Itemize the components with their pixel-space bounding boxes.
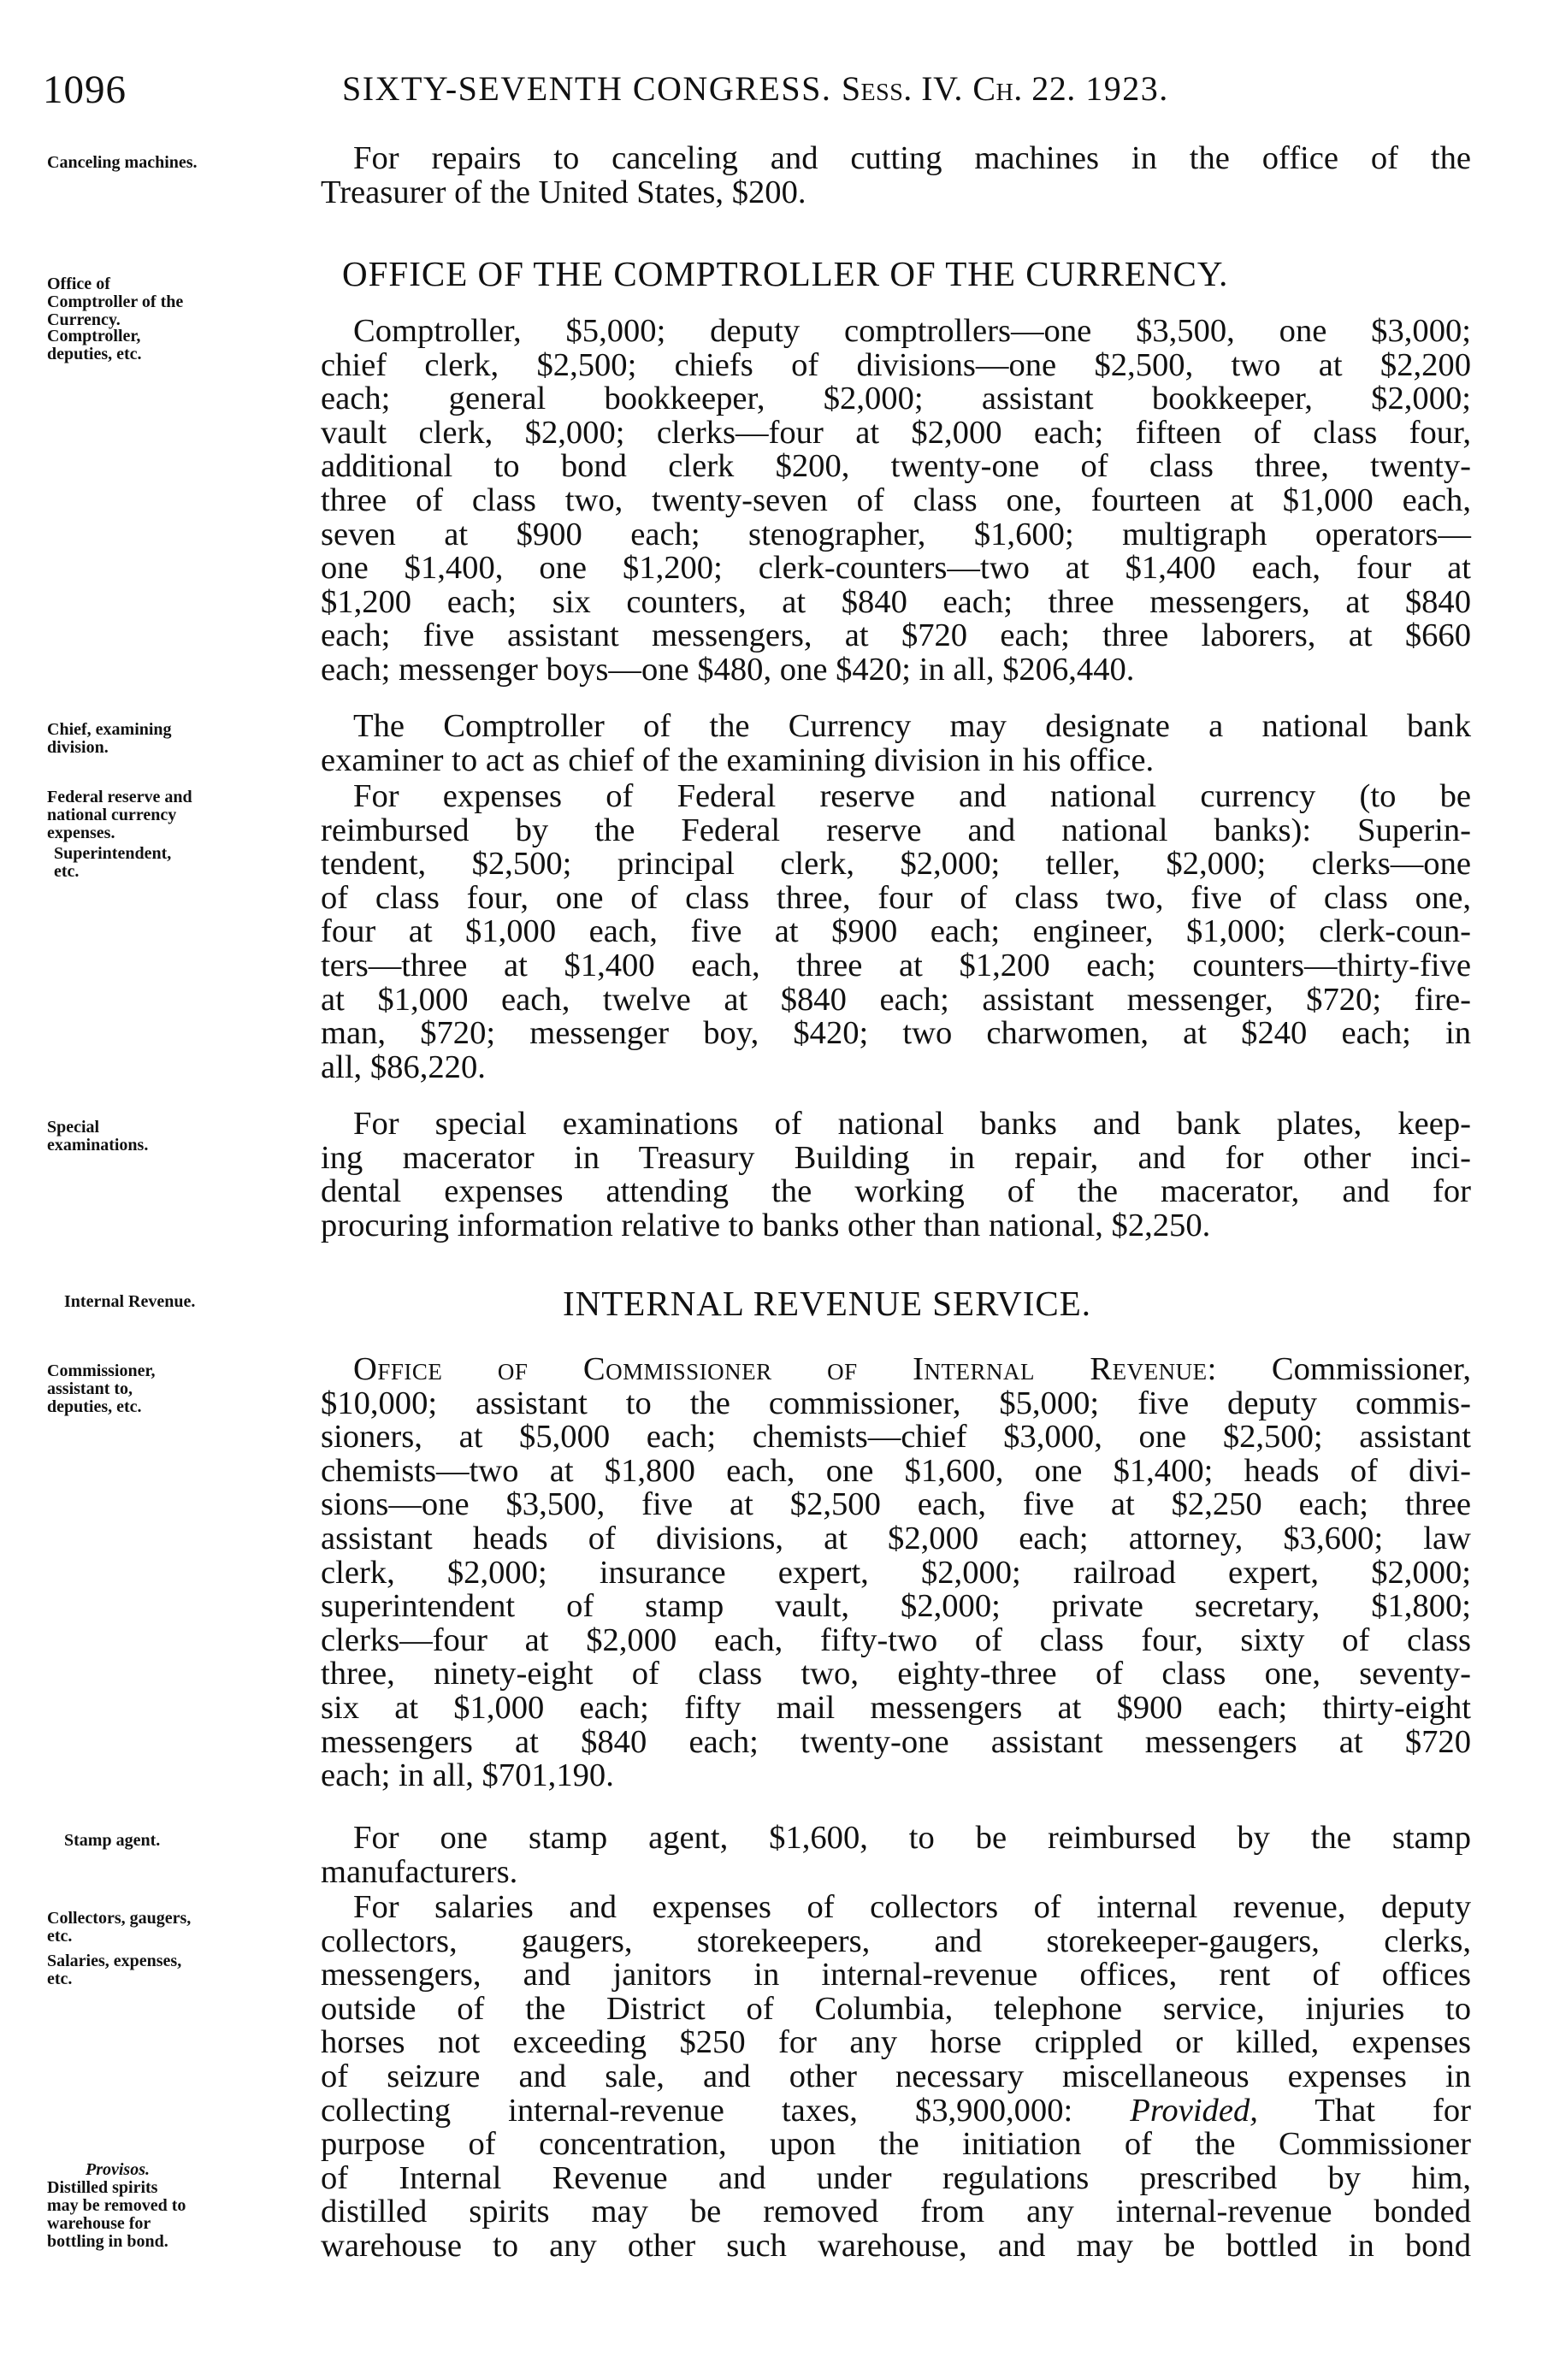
text-line [321,2094,1471,2129]
text-line: chemists—two at $1,800 each, one $1,600, one $1,400; heads of divi- [321,1452,1471,1489]
text-line: one $1,400, one $1,200; clerk-counters—two at $1,400 each, four at [321,550,1471,587]
margin-note-comptroller-deputies: Comptroller, deputies, etc. [47,327,142,363]
margin-note-provisos: Provisos. [86,2160,150,2179]
text-line: three, ninety-eight of class two, eighty-three of class one, seventy- [321,1656,1471,1692]
text-line: at $1,000 each, twelve at $840 each; assistant messenger, $720; fire- [321,981,1471,1018]
text-line: Treasurer of the United States, $200. [321,174,806,210]
text-line: distilled spirits may be removed from any internal-revenue bonded [321,2194,1471,2230]
text-line: additional to bond clerk $200, twenty-one of class three, twenty- [321,448,1471,485]
margin-note-distilled: Distilled spirits may be removed to warehouse for bottling in bond. [47,2178,186,2251]
margin-note-superintendent: Superintendent, etc. [54,844,172,881]
text-line: each; in all, $701,190. [321,1757,614,1794]
text-line: dental expenses attending the working of the macerator, and for [321,1173,1471,1210]
text-line: assistant heads of divisions, at $2,000 each; attorney, $3,600; law [321,1520,1471,1556]
congress-title: SIXTY-SEVENTH CONGRESS. [342,69,832,108]
text-line: ing macerator in Treasury Building in repair, and for other inci- [321,1139,1471,1176]
text-line: warehouse to any other such warehouse, and may be bottled in bond [321,2227,1471,2264]
year-label: 1923. [1085,69,1169,108]
margin-note-collectors: Collectors, gaugers, etc. [47,1909,192,1946]
text-line: collectors, gaugers, storekeepers, and storekeeper-gaugers, clerks, [321,1922,1471,1959]
text-line: For special examinations of national banks and bank plates, keep- [353,1106,1471,1142]
text-line: ters—three at $1,400 each, three at $1,200 each; counters—thirty-five [321,947,1471,983]
text-line: tendent, $2,500; principal clerk, $2,000; teller, $2,000; clerks—one [321,846,1471,883]
running-head [342,68,1169,109]
text-line: sions—one $3,500, five at $2,500 each, five at $2,250 each; three [321,1486,1471,1523]
margin-note-special-exam: Special examinations. [47,1118,149,1155]
text-fragment: Commissioner, [1216,1351,1471,1387]
text-line: messengers, and janitors in internal-revenue offices, rent of offices [321,1957,1471,1993]
running-header [43,67,1471,118]
text-line: six at $1,000 each; fifty mail messengers at $900 each; thirty-eight [321,1689,1471,1726]
text-line: procuring information relative to banks other than national, $2,250. [321,1207,1211,1243]
text-line: For repairs to canceling and cutting machines in the office of the [353,140,1471,176]
text-line: chief clerk, $2,500; chiefs of divisions—one $2,500, two at $2,200 [321,346,1471,383]
text-line: each; general bookkeeper, $2,000; assistant bookkeeper, $2,000; [321,381,1471,417]
text-line: manufacturers. [321,1853,518,1890]
text-line: each; five assistant messengers, at $720 each; three laborers, at $660 [321,617,1471,654]
text-line: of Internal Revenue and under regulations prescribed by him, [321,2159,1471,2196]
margin-note-internal-revenue: Internal Revenue. [64,1292,196,1311]
paragraph-canceling-machines [321,142,1471,210]
text-line: For salaries and expenses of collectors of internal revenue, deputy [353,1889,1471,1925]
text-line: four at $1,000 each, five at $900 each; engineer, $1,000; clerk-coun- [321,913,1471,950]
text-line: The Comptroller of the Currency may designate a national bank [353,708,1471,744]
text-line: For expenses of Federal reserve and national currency (to be [353,778,1471,814]
paragraph-special-examinations [321,1107,1471,1243]
section-heading-internal-revenue: INTERNAL REVENUE SERVICE. [563,1284,1092,1323]
paragraph-stamp-agent [321,1822,1471,1889]
paragraph-collectors [321,1891,1471,2264]
text-line: vault clerk, $2,000; clerks—four at $2,000 each; fifteen of class four, [321,414,1471,451]
margin-note-chief-examining: Chief, examining division. [47,720,172,757]
text-line: clerk, $2,000; insurance expert, $2,000; railroad expert, $2,000; [321,1554,1471,1591]
page-number: 1096 [43,68,127,112]
text-line: seven at $900 each; stenographer, $1,600; multigraph operators— [321,516,1471,552]
section-heading-comptroller: OFFICE OF THE COMPTROLLER OF THE CURRENCY. [342,254,1229,293]
margin-note-salaries: Salaries, expenses, etc. [47,1952,182,1988]
text-line: outside of the District of Columbia, telephone service, injuries to [321,1990,1471,2027]
margin-note-commissioner: Commissioner, assistant to, deputies, etc. [47,1361,156,1416]
margin-note-canceling: Canceling machines. [47,153,198,172]
margin-note-stamp-agent: Stamp agent. [64,1831,161,1850]
text-line: For one stamp agent, $1,600, to be reimbursed by the stamp [353,1820,1471,1856]
text-line: purpose of concentration, upon the initiation of the Commissioner [321,2126,1471,2163]
paragraph-chief-examining [321,710,1471,777]
text-line: $10,000; assistant to the commissioner, $5,000; five deputy commis- [321,1385,1471,1421]
text-fragment: That for [1257,2092,1471,2129]
margin-note-office-comptroller: Office of Comptroller of the Currency. [47,275,184,329]
text-line: superintendent of stamp vault, $2,000; private secretary, $1,800; [321,1588,1471,1625]
text-line: each; messenger boys—one $480, one $420; in all, $206,440. [321,651,1135,688]
text-line: reimbursed by the Federal reserve and national banks): Superin- [321,812,1471,848]
text-line: man, $720; messenger boy, $420; two charwomen, at $240 each; in [321,1015,1471,1052]
paragraph-comptroller-salaries [321,315,1471,688]
text-line: horses not exceeding $250 for any horse crippled or killed, expenses [321,2024,1471,2061]
text-line: of class four, one of class three, four of class two, five of class one, [321,879,1471,916]
text-line [321,1353,1471,1387]
text-line: of seizure and sale, and other necessary miscellaneous expenses in [321,2058,1471,2094]
text-line: sioners, at $5,000 each; chemists—chief $3,000, one $2,500; assistant [321,1419,1471,1456]
provided-term: Provided, [1130,2092,1258,2129]
text-line: clerks—four at $2,000 each, fifty-two of class four, sixty of class [321,1621,1471,1658]
text-line: Comptroller, $5,000; deputy comptrollers—one $3,500, one $3,000; [353,313,1471,349]
text-line: all, $86,220. [321,1048,486,1085]
text-line: messengers at $840 each; twenty-one assistant messengers at $720 [321,1723,1471,1760]
text-line: $1,200 each; six counters, at $840 each; three messengers, at $840 [321,583,1471,620]
text-line: three of class two, twenty-seven of class one, fourteen at $1,000 each, [321,481,1471,518]
paragraph-commissioner [321,1353,1471,1793]
office-title-lead: Office of Commissioner of Internal Revenue: [353,1351,1217,1387]
session-label: Sess. IV. [841,69,963,108]
text-line: examiner to act as chief of the examining division in his office. [321,741,1155,778]
paragraph-federal-reserve [321,780,1471,1084]
text-fragment: collecting internal-revenue taxes, $3,900,000: [321,2092,1073,2129]
chapter-label: Ch. 22. [972,69,1076,108]
margin-note-federal-reserve: Federal reserve and national currency expenses. [47,788,192,842]
